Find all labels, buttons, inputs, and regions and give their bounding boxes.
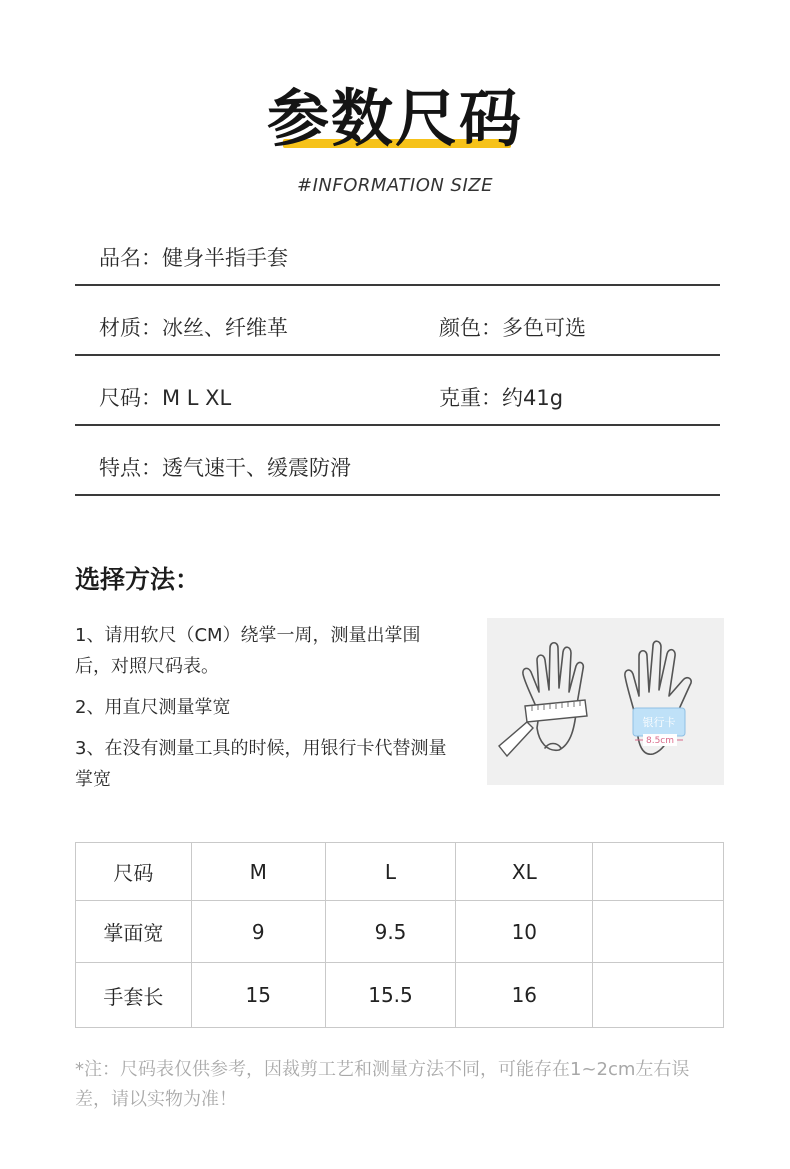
table-cell [593,843,724,901]
table-cell [593,901,724,963]
hand-measure-illustration [487,618,724,785]
card-width-label: 8.5cm [645,736,675,746]
spec-material: 材质：冰丝、纤维革 [99,316,288,340]
table-cell: 9.5 [325,901,456,963]
table-cell [593,963,724,1028]
table-cell: 9 [191,901,325,963]
table-cell: 10 [456,901,593,963]
page-title: 参数尺码 [266,82,523,155]
spec-features: 特点：透气速干、缓震防滑 [99,456,351,480]
table-cell: M [191,843,325,901]
hand-measure-svg [487,618,724,785]
title-block [0,82,790,156]
size-table [75,842,724,1028]
method-item: 2、用直尺测量掌宽 [75,697,231,718]
spec-table [75,230,720,496]
table-row [76,843,724,901]
method-title: 选择方法： [75,565,201,594]
table-cell: 尺码 [76,843,192,901]
method-list [75,620,455,805]
table-row [76,901,724,963]
spec-row [75,356,720,426]
table-cell: L [325,843,456,901]
table-cell: 手套长 [76,963,192,1028]
spec-product-name: 品名：健身半指手套 [99,246,288,270]
page-subtitle: #INFORMATION SIZE [296,175,493,196]
hand-with-tape-icon [523,643,583,751]
method-item: 3、在没有测量工具的时候，用银行卡代替测量掌宽 [75,738,447,790]
spec-size: 尺码：M L XL [99,386,232,410]
spec-row [75,230,720,286]
bank-card-icon [633,708,685,746]
table-cell: 掌面宽 [76,901,192,963]
table-cell: 16 [456,963,593,1028]
disclaimer-note: *注：尺码表仅供参考，因裁剪工艺和测量方法不同，可能存在1~2cm左右误差，请以实物为准！ [75,1059,690,1110]
spec-row [75,286,720,356]
table-row [76,963,724,1028]
spec-row [75,426,720,496]
card-label: 银行卡 [642,716,676,729]
table-cell: 15 [191,963,325,1028]
method-item: 1、请用软尺（CM）绕掌一周，测量出掌围后，对照尺码表。 [75,625,421,677]
table-cell: 15.5 [325,963,456,1028]
table-cell: XL [456,843,593,901]
spec-color: 颜色：多色可选 [439,316,586,340]
spec-weight: 克重：约41g [439,386,564,410]
